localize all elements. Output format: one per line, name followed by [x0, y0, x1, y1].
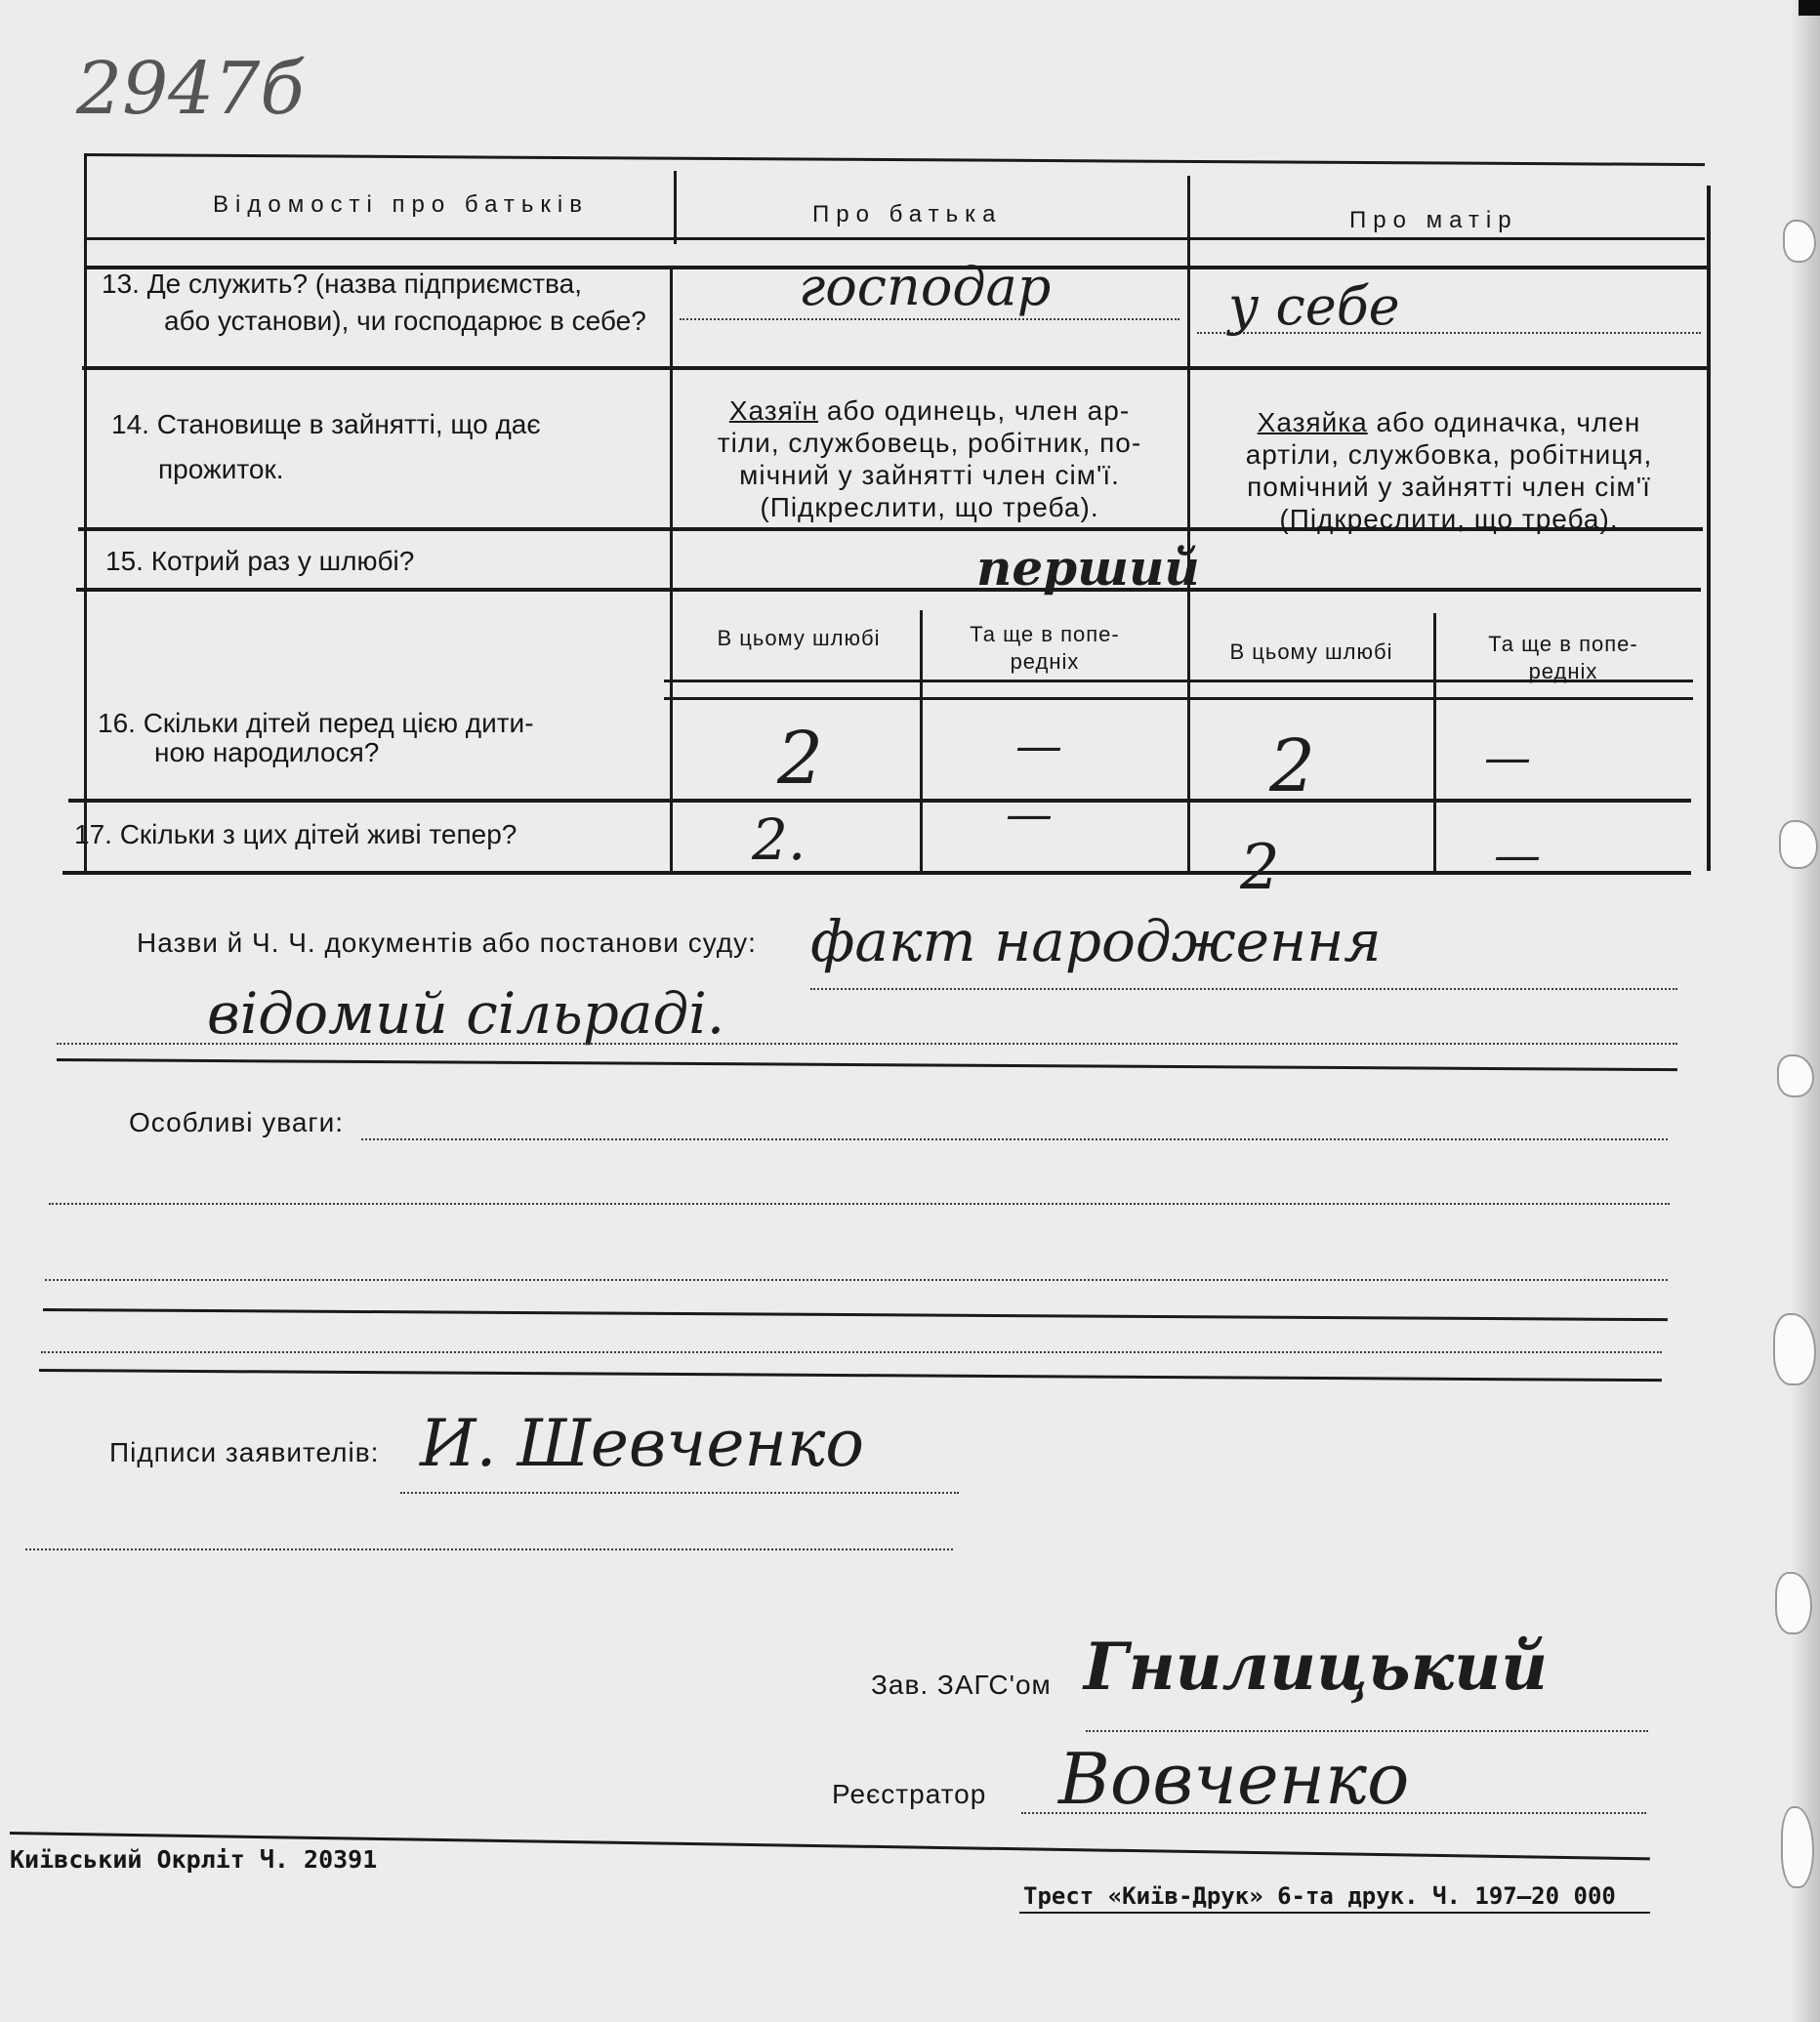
header-mother: Про матір [1349, 207, 1518, 233]
row16-father-this: 2 [777, 717, 824, 801]
row16-mother-this: 2 [1269, 724, 1316, 808]
father-option-line2: тіли, службовець, робітник, по- [717, 428, 1142, 458]
row16-father-previous: — [1015, 719, 1062, 773]
header-father: Про батька [812, 201, 1003, 227]
row13-question [102, 268, 646, 338]
sub-header-father-previous-line1: Та ще в попе- [970, 622, 1120, 646]
head-of-registry-label: Зав. ЗАГС'ом [871, 1670, 1052, 1700]
row13-question-line2: або установи), чи господарює в себе? [164, 306, 646, 336]
father-option-line3: мічний у зайнятті член сім'ї. [739, 460, 1120, 490]
mother-option-line2: артіли, службовка, робітниця, [1245, 439, 1653, 470]
sub-header-father-this: В цьому шлюбі [717, 626, 881, 650]
row16-mother-previous: — [1484, 730, 1531, 785]
page-edge-shadow [1791, 0, 1820, 2022]
row13-question-line1: 13. Де служить? (назва підприємства, [102, 268, 582, 299]
header-parents-info: Відомості про батьків [213, 191, 589, 218]
footer-printer: Трест «Київ-Друк» 6-та друк. Ч. 197—20 000 [1023, 1882, 1616, 1910]
applicants-signature-label: Підписи заявителів: [109, 1437, 380, 1467]
row15-answer: перший [976, 539, 1200, 597]
row17-father-this: 2. [752, 806, 807, 873]
sub-header-mother-this: В цьому шлюбі [1229, 640, 1393, 664]
remarks-label: Особливі уваги: [129, 1107, 345, 1137]
row17-father-previous: — [1006, 787, 1053, 842]
mother-option-line1: або одиначка, член [1376, 407, 1641, 437]
scan-corner [1799, 0, 1820, 16]
sub-header-mother-previous-line2: редніх [1528, 659, 1598, 683]
mother-option-line4: (Підкреслити, що треба). [1279, 504, 1619, 534]
documents-answer-line1: факт народження [810, 908, 1382, 974]
row17-mother-previous: — [1494, 828, 1541, 883]
mother-selected-option: Хазяйка [1257, 407, 1368, 437]
archive-mark: 2947б [76, 47, 305, 131]
row16-question-line1: 16. Скільки дітей перед цією дити- [98, 708, 534, 738]
row13-father-answer: господар [799, 256, 1052, 317]
row17-mother-this: 2 [1240, 832, 1280, 904]
applicants-signature: И. Шевченко [420, 1406, 865, 1481]
documents-answer-line2: відомий сільраді. [207, 980, 725, 1047]
sub-header-father-previous-line2: редніх [1010, 649, 1080, 674]
row14-mother-options [1205, 406, 1693, 535]
mother-option-line3: помічний у зайнятті член сім'ї [1247, 472, 1651, 502]
row15-question: 15. Котрий раз у шлюбі? [105, 546, 415, 576]
documents-label: Назви й Ч. Ч. документів або постанови суду: [137, 928, 757, 958]
footer-print-license: Київський Окрліт Ч. 20391 [10, 1845, 378, 1874]
father-option-line1: або одинець, член ар- [826, 395, 1131, 426]
row14-father-options [695, 394, 1164, 523]
registrar-label: Реєстратор [832, 1779, 987, 1809]
father-option-line4: (Підкреслити, що треба). [760, 492, 1099, 522]
row16-question-line2: ною народилося? [154, 737, 380, 767]
torn-edge [1779, 820, 1818, 869]
torn-edge [1777, 1054, 1814, 1097]
registrar-signature: Вовченко [1058, 1738, 1410, 1820]
row14-question-line2: прожиток. [158, 454, 284, 484]
father-selected-option: Хазяїн [728, 395, 819, 426]
row14-question-line1: 14. Становище в зайнятті, що дає [111, 409, 541, 439]
sub-header-mother-previous [1441, 631, 1685, 685]
row14-question [111, 408, 541, 486]
row17-question: 17. Скільки з цих дітей живі тепер? [74, 819, 517, 849]
sub-header-mother-previous-line1: Та ще в попе- [1488, 632, 1638, 656]
row16-question [98, 709, 534, 767]
torn-edge [1783, 220, 1816, 263]
row13-mother-answer: у себе [1228, 275, 1400, 337]
head-of-registry-signature: Гнилицький [1084, 1629, 1549, 1705]
sub-header-father-previous [928, 621, 1162, 676]
